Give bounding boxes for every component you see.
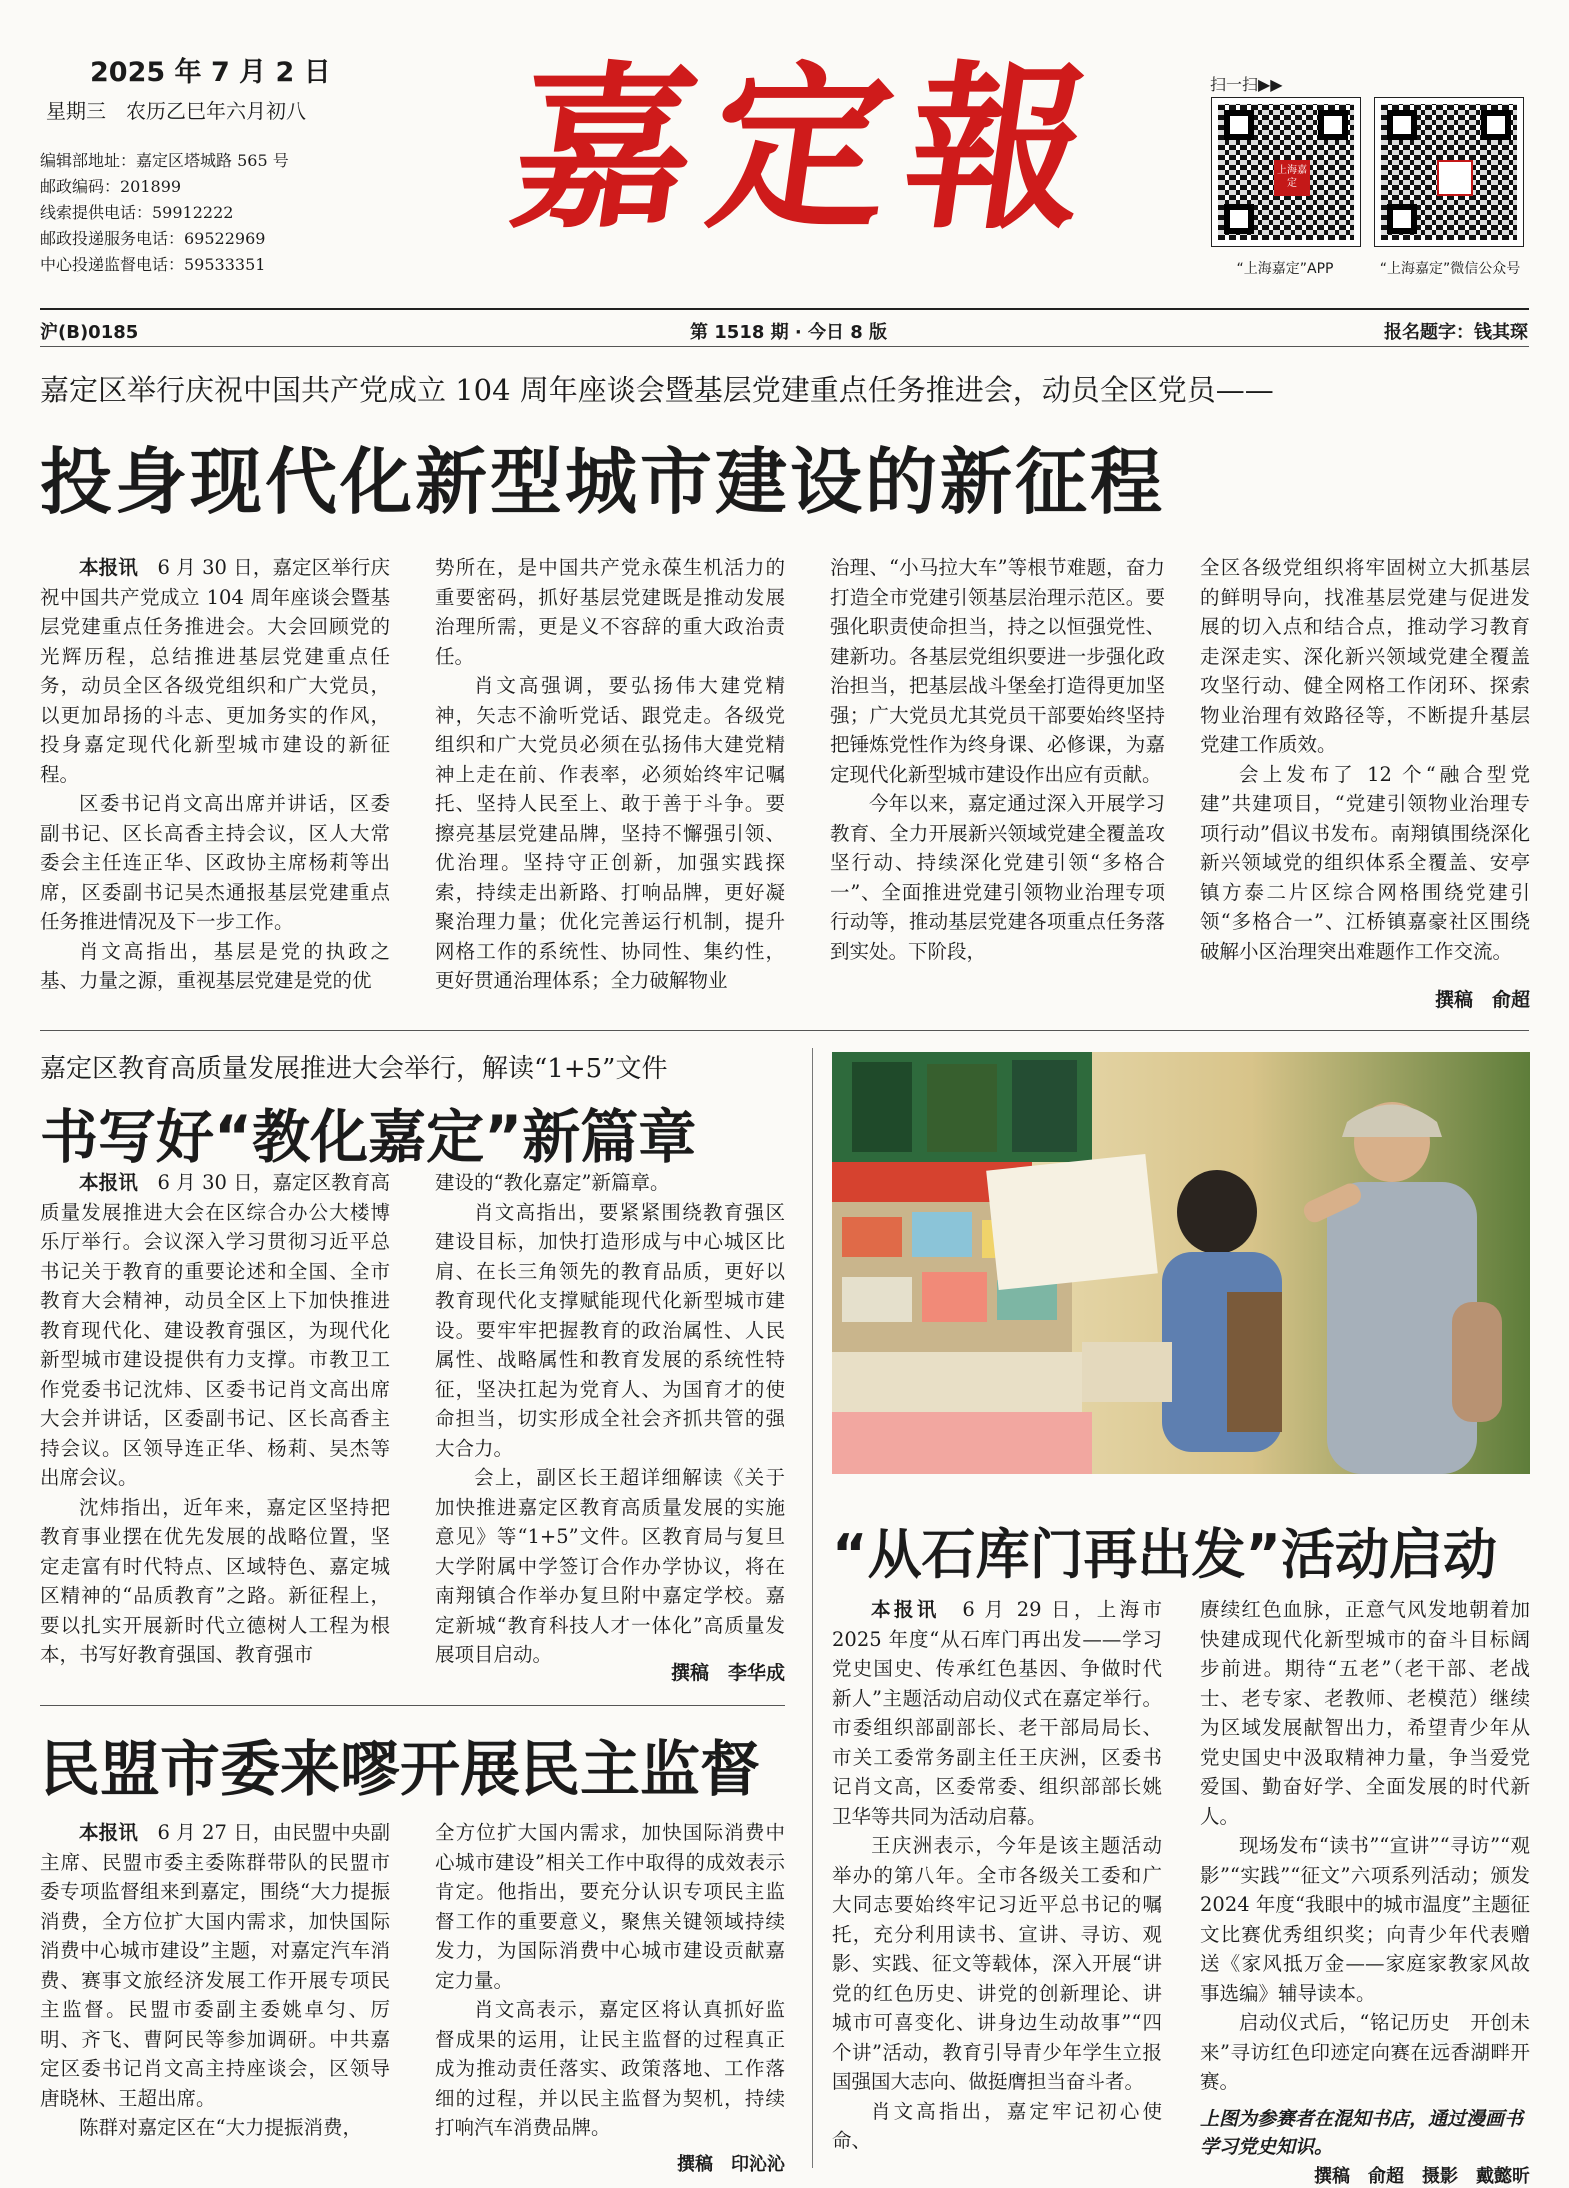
paragraph: 现场发布“读书”“宣讲”“寻访”“观影”“实践”“征文”六项系列活动；颁发 2024 年度“我眼中的城市温度”主题征文比赛优秀组织奖；向青少年代表赠送《家风抵万金——家庭家教家风故事选编》辅导读本。 [1200,1834,1530,2005]
article3-column [435,1818,785,2143]
article2-byline: 撰稿 李华成 [670,1662,785,1684]
article2-lead: 本报讯 [79,1171,138,1194]
masthead [430,40,1190,300]
qr-logo [1437,160,1473,196]
article1-column [435,553,785,1013]
qr-image-wechat [1375,98,1523,246]
article3-column [40,1818,390,2168]
qr-label-app: “上海嘉定”APP [1236,261,1334,277]
qr-label-wechat: “上海嘉定”微信公众号 [1379,261,1521,277]
paragraph: 6 月 29 日，上海市 2025 年度“从石库门再出发——学习党史国史、传承红色基因、争做时代新人”主题活动启动仪式在嘉定举行。市委组织部副部长、老干部局局长、市关工委常务副主任王庆洲，区委书记肖文高，区委常委、组织部部长姚卫华等共同为活动启幕。 [832,1598,1162,1828]
photo-bookstore-scene [832,1052,1530,1474]
article4-column [832,1595,1162,2165]
article1-column [1200,553,1530,983]
scan-hint: 扫一扫▶▶ [1210,75,1283,94]
paragraph: 势所在，是中国共产党永葆生机活力的重要密码，抓好基层党建既是推动发展治理所需，更是义不容辞的重大政治责任。 [435,556,785,668]
info-tip-phone: 线索提供电话：59912222 [40,203,234,222]
paragraph: 6 月 30 日，嘉定区教育高质量发展推进大会在区综合办公大楼博乐厅举行。会议深入学习贯彻习近平总书记关于教育的重要论述和全国、全市教育大会精神，动员全区上下加快推进教育现代化、建设教育强区，为现代化新型城市建设提供有力支撑。市教卫工作党委书记沈炜、区委书记肖文高出席大会并讲话，区委副书记、区长高香主持会议。区领导连正华、杨莉、吴杰等出席会议。 [40,1171,390,1489]
article1-lead: 本报讯 [79,556,138,579]
article4-column [1200,1595,1530,2105]
title-credit: 报名题字：钱其琛 [1384,322,1528,343]
paragraph: 会上，副区长王超详细解读《关于加快推进嘉定区教育高质量发展的实施意见》等“1+5”文件。区教育局与复旦大学附属中学签订合作办学协议，将在南翔镇合作举办复旦附中嘉定学校。嘉定新城“教育科技人才一体化”高质量发展项目启动。 [435,1466,785,1666]
article4-headline: “从石库门再出发”活动启动 [832,1523,1497,1586]
publication-code: 沪(B)0185 [40,322,139,343]
article2-kicker: 嘉定区教育高质量发展推进大会举行，解读“1+5”文件 [40,1054,668,1084]
article2-headline: 书写好“教化嘉定”新篇章 [40,1103,697,1171]
qr-image-app [1212,98,1360,246]
issue-date: 2025 年 7 月 2 日 [90,57,331,88]
article4-lead: 本报讯 [871,1598,940,1621]
news-photo [832,1052,1530,1474]
paragraph: 肖文高表示，嘉定区将认真抓好监督成果的运用，让民主监督的过程真正成为推动责任落实、政策落地、工作落细的过程，并以民主监督为契机，持续打响汽车消费品牌。 [435,1998,785,2139]
paragraph: 会上发布了 12 个“融合型党建”共建项目，“党建引领物业治理专项行动”倡议书发布。南翔镇围绕深化新兴领域党的组织体系全覆盖、安亭镇方泰二片区综合网格围绕党建引领“多格合一”、江桥镇嘉豪社区围绕破解小区治理突出难题作工作交流。 [1200,762,1530,963]
article1-column [40,553,390,1013]
article3-headline: 民盟市委来嘐开展民主监督 [40,1735,760,1805]
paragraph: 全区各级党组织将牢固树立大抓基层的鲜明导向，找准基层党建与促进发展的切入点和结合点，推动学习教育走深走实、深化新兴领域党建全覆盖攻坚行动、健全网格工作闭环、探索物业治理有效路径等，不断提升基层党建工作质效。 [1200,556,1530,756]
paragraph: 6 月 27 日，由民盟中央副主席、民盟市委主委陈群带队的民盟市委专项监督组来到嘉定，围绕“大力提振消费，全方位扩大国内需求，加快国际消费中心城市建设”主题，对嘉定汽车消费、赛事文旅经济发展工作开展专项民主监督。民盟市委副主委姚卓匀、厉明、齐飞、曹阿民等参加调研。中共嘉定区委书记肖文高主持座谈会，区领导唐晓林、王超出席。 [40,1821,390,2110]
qr-code-app[interactable] [1212,98,1360,246]
paragraph: 赓续红色血脉，正意气风发地朝着加快建成现代化新型城市的奋斗目标阔步前进。期待“五老”（老干部、老战士、老专家、老教师、老模范）继续为区域发展献智出力，希望青少年从党史国史中汲取精神力量，争当爱党爱国、勤奋好学、全面发展的时代新人。 [1200,1598,1530,1828]
info-supervision-phone: 中心投递监督电话：59533351 [40,255,266,274]
paragraph: 6 月 30 日，嘉定区举行庆祝中国共产党成立 104 周年座谈会暨基层党建重点任务推进会。大会回顾党的光辉历程，总结推进基层党建重点任务，动员全区各级党组织和广大党员，以更加昂扬的斗志、更加务实的作风，投身嘉定现代化新型城市建设的新征程。 [40,556,390,786]
qr-code-wechat[interactable] [1375,98,1523,246]
article1-kicker: 嘉定区举行庆祝中国共产党成立 104 周年座谈会暨基层党建重点任务推进会，动员全区党员—— [40,373,1274,407]
info-delivery-phone: 邮政投递服务电话：69522969 [40,229,266,248]
subbar-divider [40,346,1529,347]
column-separator [812,1048,813,2168]
paragraph: 区委书记肖文高出席并讲话，区委副书记、区长高香主持会议，区人大常委会主任连正华、区政协主席杨莉等出席，区委副书记吴杰通报基层党建重点任务推进情况及下一步工作。 [40,792,390,933]
qr-logo [1274,160,1310,196]
info-postcode: 邮政编码：201899 [40,177,182,196]
paragraph: 全方位扩大国内需求，加快国际消费中心城市建设”相关工作中取得的成效表示肯定。他指出，要充分认识专项民主监督工作的重要意义，聚焦关键领域持续发力，为国际消费中心城市建设贡献嘉定力量。 [435,1821,785,1992]
paragraph: 肖文高强调，要弘扬伟大建党精神，矢志不渝听党话、跟党走。各级党组织和广大党员必须在弘扬伟大建党精神上走在前、作表率，必须始终牢记嘱托、坚持人民至上、敢于善于斗争。要擦亮基层党建品牌，坚持不懈强引领、优治理。坚持守正创新，加强实践探索，持续走出新路、打响品牌，更好凝聚治理力量；优化完善运行机制，提升网格工作的系统性、协同性、集约性，更好贯通治理体系；全力破解物业 [435,674,785,992]
qr-finder [1387,110,1417,140]
contact-info [40,148,289,278]
photo-caption: 上图为参赛者在混知书店，通过漫画书学习党史知识。 [1200,2108,1524,2158]
paragraph: 王庆洲表示，今年是该主题活动举办的第八年。全市各级关工委和广大同志要始终牢记习近平总书记的嘱托，充分利用读书、宣讲、寻访、观影、实践、征文等载体，深入开展“讲党的红色历史、讲党的创新理论、讲城市可喜变化、讲身边生动故事”“四个讲”活动，教育引导青少年学生立报国强国大志向、做挺膺担当奋斗者。 [832,1834,1162,2093]
article3-lead: 本报讯 [79,1821,138,1844]
article-divider [40,1030,1529,1031]
weekday-lunar: 星期三 农历乙巳年六月初八 [46,99,306,123]
article-divider [40,1705,785,1706]
paragraph: 建设的“教化嘉定”新篇章。 [435,1171,670,1194]
header-divider [40,308,1529,310]
article3-byline: 撰稿 印沁沁 [677,2154,785,2175]
article1-column [830,553,1165,1013]
qr-finder [1224,204,1254,234]
paragraph: 启动仪式后，“铭记历史 开创未来”寻访红色印迹定向赛在远香湖畔开赛。 [1200,2011,1530,2093]
article4-byline: 撰稿 俞超 摄影 戴懿昕 [1314,2166,1530,2187]
paragraph: 肖文高指出，基层是党的执政之基、力量之源，重视基层党建是党的优 [40,939,390,992]
masthead-title: 嘉定報 [501,44,1119,253]
paragraph: 沈炜指出，近年来，嘉定区坚持把教育事业摆在优先发展的战略位置，坚定走富有时代特点、区域特色、嘉定城区精神的“品质教育”之路。新征程上，要以扎实开展新时代立德树人工程为根本，书写好教育强国、教育强市 [40,1495,390,1666]
article1-byline: 撰稿 俞超 [1434,989,1530,1011]
paragraph: 治理、“小马拉大车”等根节难题，奋力打造全市党建引领基层治理示范区。要强化职责使命担当，持之以恒强党性、建新功。各基层党组织要进一步强化政治担当，把基层战斗堡垒打造得更加坚强；广大党员尤其党员干部要始终坚持把锤炼党性作为终身课、必修课，为嘉定现代化新型城市建设作出应有贡献。 [830,556,1165,786]
article1-headline: 投身现代化新型城市建设的新征程 [40,440,1166,524]
paragraph: 肖文高指出，要紧紧围绕教育强区建设目标，加快打造形成与中心城区比肩、在长三角领先的教育品质，更好以教育现代化支撑赋能现代化新型城市建设。要牢牢把握教育的政治属性、人民属性、战略属性和教育发展的系统性特征，坚决扛起为党育人、为国育才的使命担当，切实形成全社会齐抓共管的强大合力。 [435,1200,785,1460]
qr-finder [1387,204,1417,234]
article2-column [435,1168,785,1666]
article2-column [40,1168,390,1698]
qr-finder [1318,110,1348,140]
issue-number: 第 1518 期 · 今日 8 版 [690,322,888,343]
paragraph: 陈群对嘉定区在“大力提振消费， [79,2116,362,2139]
qr-finder [1224,110,1254,140]
paragraph: 肖文高指出，嘉定牢记初心使命、 [832,2099,1162,2152]
qr-seal-logo: 上海嘉定 [1275,161,1309,195]
qr-finder [1481,110,1511,140]
paragraph: 今年以来，嘉定通过深入开展学习教育、全力开展新兴领域党建全覆盖攻坚行动、持续深化党建引领“多格合一”、全面推进党建引领物业治理专项行动等，推动基层党建各项重点任务落到实处。下阶段， [830,792,1165,963]
info-address: 编辑部地址：嘉定区塔城路 565 号 [40,151,289,170]
